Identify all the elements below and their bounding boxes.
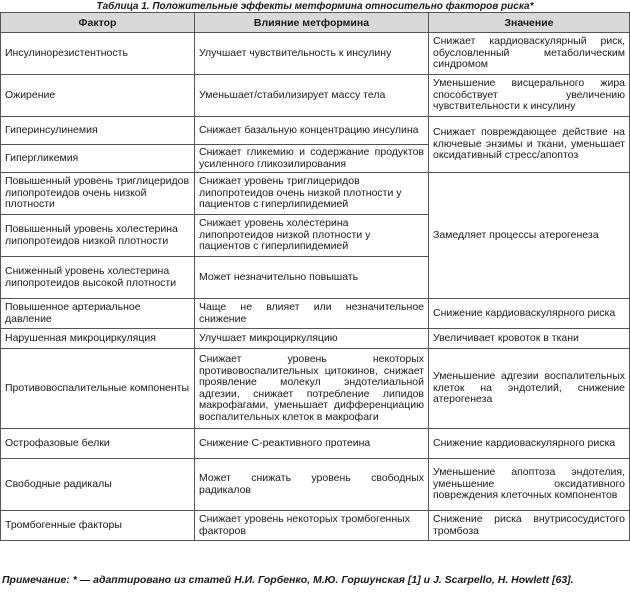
table-row <box>1 329 630 349</box>
cell-factor: Противовоспалительные компоненты <box>1 349 195 429</box>
table-row <box>1 299 630 329</box>
cell-significance: Уменьшение адгезии воспалительных клеток на эндотелий, снижение атерогенеза <box>429 349 630 429</box>
table-footnote: Примечание: * — адаптировано из статей Н.И. Горбенко, М.Ю. Горшунская [1] и J. Scarpello, H. Howlett [63]. <box>2 574 574 586</box>
cell-influence: Снижает гликемию и содержание продуктов усиленного гликозилирования <box>195 145 429 173</box>
cell-influence: Улучшает микроциркуляцию <box>195 329 429 349</box>
cell-significance: Увеличивает кровоток в ткани <box>429 329 630 349</box>
cell-influence: Снижает уровень холестерина липопротеидов низкой плотности у пациентов с гиперлипидемией <box>195 215 429 257</box>
cell-influence: Уменьшает/стабилизирует массу тела <box>195 75 429 117</box>
cell-significance: Снижает повреждающее действие на ключевые энзимы и ткани, уменьшает оксидативный стресс/апоптоз <box>429 117 630 173</box>
cell-significance: Снижение кардиоваскулярного риска <box>429 429 630 459</box>
cell-factor: Ожирение <box>1 75 195 117</box>
cell-factor: Сниженный уровень холестерина липопротеидов высокой плотности <box>1 257 195 299</box>
table-row <box>1 173 630 215</box>
cell-influence: Может незначительно повышать <box>195 257 429 299</box>
cell-factor: Повышенный уровень холестерина липопротеидов низкой плотности <box>1 215 195 257</box>
table-row <box>1 349 630 429</box>
table-row <box>1 459 630 511</box>
cell-factor: Свободные радикалы <box>1 459 195 511</box>
metformin-effects-table <box>0 12 630 541</box>
table-row <box>1 511 630 541</box>
header-influence: Влияние метформина <box>195 13 429 33</box>
cell-significance: Уменьшение апоптоза эндотелия, уменьшение оксидативного повреждения клеточных компонентов <box>429 459 630 511</box>
cell-significance: Снижает кардиоваскулярный риск, обусловленный метаболическим синдромом <box>429 33 630 75</box>
cell-influence: Снижение С-реактивного протеина <box>195 429 429 459</box>
cell-influence: Улучшает чувствительность к инсулину <box>195 33 429 75</box>
cell-influence: Снижает уровень триглицеридов липопротеидов очень низкой плотности у пациентов с гиперлипидемией <box>195 173 429 215</box>
cell-influence: Снижает уровень некоторых тромбогенных факторов <box>195 511 429 541</box>
header-factor: Фактор <box>1 13 195 33</box>
cell-factor: Инсулинорезистентность <box>1 33 195 75</box>
table-row <box>1 117 630 145</box>
table-row <box>1 429 630 459</box>
cell-factor: Острофазовые белки <box>1 429 195 459</box>
cell-factor: Нарушенная микроциркуляция <box>1 329 195 349</box>
cell-significance: Снижение риска внутрисосудистого тромбоза <box>429 511 630 541</box>
cell-significance: Замедляет процессы атерогенеза <box>429 173 630 299</box>
cell-influence: Может снижать уровень свободных радикалов <box>195 459 429 511</box>
cell-influence: Снижает базальную концентрацию инсулина <box>195 117 429 145</box>
cell-factor: Гиперинсулинемия <box>1 117 195 145</box>
table-row <box>1 75 630 117</box>
table-row <box>1 33 630 75</box>
cell-factor: Повышенный уровень триглицеридов липопротеидов очень низкой плотности <box>1 173 195 215</box>
cell-influence: Чаще не влияет или незначительное снижение <box>195 299 429 329</box>
table-header-row <box>1 13 630 33</box>
cell-factor: Повышенное артериальное давление <box>1 299 195 329</box>
header-significance: Значение <box>429 13 630 33</box>
cell-factor: Гипергликемия <box>1 145 195 173</box>
cell-significance: Снижение кардиоваскулярного риска <box>429 299 630 329</box>
cell-factor: Тромбогенные факторы <box>1 511 195 541</box>
cell-significance: Уменьшение висцерального жира способствует увеличению чувствительности к инсулину <box>429 75 630 117</box>
cell-influence: Снижает уровень некоторых противовоспалительных цитокинов, снижает проявление молекул эндотелиальной адгезии, снижает потребление липидов макрофагами, уменьшает дифференциацию воспалительных клеток в макрофаги <box>195 349 429 429</box>
table-caption: Таблица 1. Положительные эффекты метформина относительно факторов риска* <box>96 1 534 12</box>
